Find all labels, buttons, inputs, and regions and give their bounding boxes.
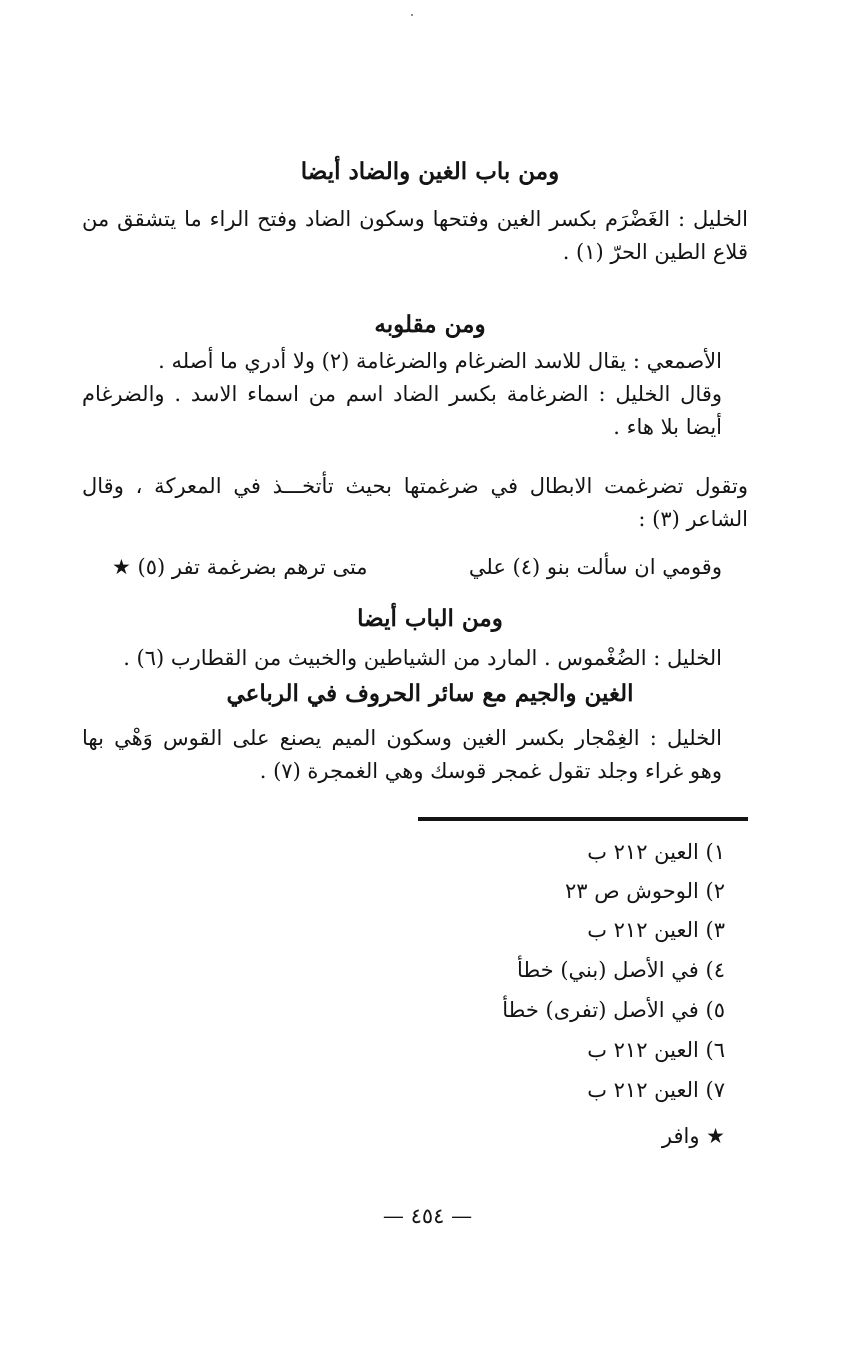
footnote-item: ٤) في الأصل (بني) خطأ [517,958,725,982]
verse-hemistich-second: متى ترهم بضرغمة تفر (٥) ★ [112,555,368,579]
section-heading-bab: ومن الباب أيضا [357,605,503,632]
paragraph-khalil-dirghama: وقال الخليل : الضرغامة بكسر الضاد اسم من اسماء الاسد . والضرغام أيضا بلا هاء . [82,382,722,439]
paragraph-tadarghama: وتقول تضرغمت الابطال في ضرغمتها بحيث تأتخـــذ في المعركة ، وقال الشاعر (٣) : [82,474,748,531]
footnote-meter-note: ★ وافر [661,1124,725,1148]
footnote-item: ٣) العين ٢١٢ ب [587,918,725,942]
page-number: — ٤٥٤ — [382,1204,473,1228]
paragraph-asmai: الأصمعي : يقال للاسد الضرغام والضرغامة (٢) ولا أدري ما أصله . [158,349,722,373]
footnote-item: ٥) في الأصل (تفرى) خطأ [502,998,725,1022]
footnote-item: ٢) الوحوش ص ٢٣ [565,879,725,903]
paragraph-ghimjar: الخليل : الغِمْجار بكسر الغين وسكون الميم يصنع على القوس وَهْي بها وهو غراء وجلد تقول غمجر قوسك وهي الغمجرة (٧) . [82,726,722,783]
footnote-separator [418,817,748,821]
poetry-verse [112,555,722,579]
scan-speck [411,14,413,16]
verse-hemistich-first: وقومي ان سألت بنو (٤) علي [468,555,722,579]
section-heading-ghain-jim: الغين والجيم مع سائر الحروف في الرباعي [226,680,634,707]
footnote-item: ٦) العين ٢١٢ ب [587,1038,725,1062]
section-heading-maqlub: ومن مقلوبه [374,311,486,338]
footnote-item: ١) العين ٢١٢ ب [587,840,725,864]
paragraph-dughmus: الخليل : الضُغْموس . المارد من الشياطين والخبيث من القطارب (٦) . [123,646,722,670]
footnote-item: ٧) العين ٢١٢ ب [587,1078,725,1102]
paragraph-ghadram: الخليل : الغَضْرَم بكسر الغين وفتحها وسكون الضاد وفتح الراء ما يتشقق من قلاع الطين الحرّ (١) . [82,207,748,264]
section-heading-ghain-dad: ومن باب الغين والضاد أيضا [300,158,560,185]
